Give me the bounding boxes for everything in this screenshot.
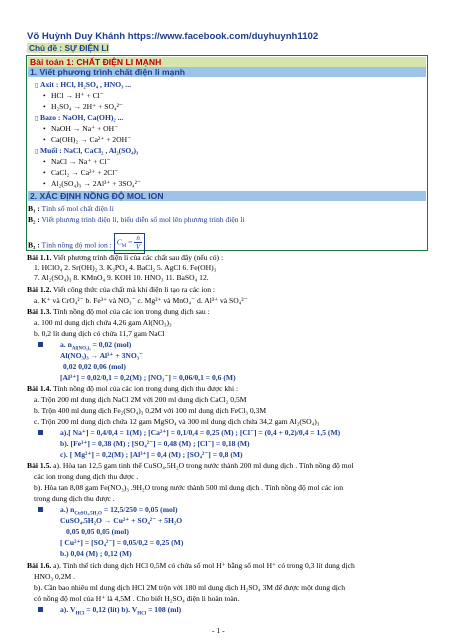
ex-1-4-c: c. Trộn 200 ml dung dịch chứa 12 gam MgSO₄ và 300 ml dung dịch chứa 34,2 gam Al₂(SO₄)₃	[34, 417, 320, 426]
formula-denominator: V	[135, 243, 141, 251]
muoi-heading-text: Muối : NaCl, CaCl₂ , Al₂(SO₄)₃	[40, 146, 139, 155]
acid-eq-2-text: H₂SO₄ → 2H⁺ + SO₄²⁻	[51, 102, 123, 111]
acid-heading-text: Axit : HCl, H₂SO₄ , HNO₃ ...	[40, 80, 131, 89]
ex-1-2-list: a. K⁺ và CrO₄²⁻ b. Fe³⁺ và NO₃⁻ c. Mg²⁺ và MnO₄⁻ d. Al³⁺ và SO₄²⁻	[34, 296, 248, 305]
ex-1-3-answer-4: [Al³⁺] = 0,02/0,1 = 0,2(M) ; [NO₃⁻] = 0,06/0,1 = 0,6 (M)	[60, 373, 236, 382]
step-b1-text: Tính số mol chất điện li	[39, 204, 114, 213]
ans-1-4-a: a).[ Na⁺] = 0,4/0,4 = 1(M) ; [Ca²⁺] = 0,1/0,4 = 0,25 (M) ; [Cl⁻] = (0,4 + 0,2)/0,4 = 1,5 (M)	[60, 428, 341, 437]
ex-1-6	[27, 561, 355, 570]
acid-eq-2: • H₂SO₄ → 2H⁺ + SO₄²⁻	[43, 102, 123, 111]
muoi-eq-1: • NaCl → Na⁺ + Cl⁻	[43, 157, 111, 166]
answer-mark-icon	[38, 342, 43, 347]
ans-1-6-a-sub: HCl	[75, 611, 85, 617]
ex-1-2-text: Viết công thức của chất mà khi điện li tạo ra các ion :	[51, 285, 216, 294]
ans-1-3-n: a. n	[60, 340, 72, 349]
formula-equals: =	[126, 237, 135, 247]
ex-1-2	[27, 285, 215, 294]
ex-1-4-b: b. Trộn 400 ml dung dịch Fe₂(SO₄)₃ 0,2M với 100 ml dung dịch FeCl₃ 0,3M	[34, 406, 267, 415]
bazo-eq-2-text: Ca(OH)₂ → Ca²⁺ + 2OH⁻	[51, 135, 132, 144]
answer-mark-icon	[38, 430, 43, 435]
ex-1-1	[27, 253, 223, 262]
ex-1-5-a-line-2: các ion trong dung dịch thu được .	[34, 472, 139, 481]
author-header[interactable]: Võ Huỳnh Duy Khánh https://www.facebook.com/duyhuynh1102	[27, 31, 319, 42]
ex-1-4-text: Tính nồng độ mol của các ion trong dung dịch thu được khi :	[51, 384, 239, 393]
step-b2	[28, 215, 245, 224]
ex-1-4	[27, 384, 238, 393]
muoi-eq-3-text: Al₂(SO₄)₃ → 2Al³⁺ + 3SO₄²⁻	[51, 179, 141, 188]
ex-1-3-text: Tính nồng độ mol của các ion trong dung dịch sau :	[51, 307, 210, 316]
ex-1-4-label: Bài 1.4.	[27, 384, 52, 393]
page-number: - 1 -	[212, 626, 225, 635]
ex-1-6-label: Bài 1.6.	[27, 561, 52, 570]
box-title-bar	[28, 57, 426, 67]
acid-eq-1-text: HCl → H⁺ + Cl⁻	[51, 91, 104, 100]
ex-1-4-a: a. Trộn 200 ml dung dịch NaCl 2M với 200 ml dung dịch CaCl₂ 0,5M	[34, 395, 247, 404]
ans-1-3-n-sub: Al(NO₃)₃	[71, 346, 91, 352]
ex-1-5-answer-3: 0,05 0,05 0,05 (mol)	[66, 527, 129, 536]
ex-1-6-b-line-2: có nồng độ mol của H⁺ là 4,5M . Cho biết H₂SO₄ điện li hoàn toàn.	[34, 594, 240, 603]
ex-1-5-b-line-2: trong dung dịch thu được .	[34, 494, 115, 503]
ex-1-5-answer-4: [ Cu²⁺] = [SO₄²⁻] = 0,05/0,2 = 0,25 (M)	[60, 538, 184, 547]
ex-1-4-answer-2: b). [Fe³⁺] = 0,38 (M) ; [SO₄²⁻] = 0,48 (M) ; [Cl⁻] = 0,18 (M)	[60, 439, 250, 448]
answer-mark-icon	[38, 507, 43, 512]
theory-box	[26, 55, 428, 251]
bazo-eq-1: • NaOH → Na⁺ + OH⁻	[43, 124, 119, 133]
step-b2-label: B₂ :	[28, 215, 40, 224]
section-2-heading: 2. XÁC ĐỊNH NỒNG ĐỘ MOL ION	[28, 191, 426, 201]
section-1-heading: 1. Viết phương trình chất điện li mạnh	[28, 67, 426, 77]
muoi-eq-1-text: NaCl → Na⁺ + Cl⁻	[51, 157, 111, 166]
answer-mark-icon	[38, 607, 43, 612]
topic-label: Chủ đề : SỰ ĐIỆN LI	[29, 43, 109, 53]
bazo-eq-1-text: NaOH → Na⁺ + OH⁻	[51, 124, 119, 133]
formula-cm-sub: M	[121, 243, 127, 249]
ans-1-5-n: a.) n	[60, 505, 75, 514]
ex-1-1-text: Viết phương trình điện li của các chất sau đây (nếu có) :	[51, 253, 224, 262]
ex-1-3-a: a. 100 ml dung dịch chứa 4,26 gam Al(NO₃)₃	[34, 318, 172, 327]
bazo-heading-text: Bazo : NaOH, Ca(OH)₂ ...	[40, 113, 124, 122]
formula-fraction	[134, 234, 142, 251]
ex-1-5-answer-5: b.) 0,04 (M) ; 0,12 (M)	[60, 549, 132, 558]
ex-1-3	[27, 307, 210, 316]
ex-1-3-b: b. 0,2 lít dung dịch có chứa 11,7 gam NaCl	[34, 329, 165, 338]
formula-cm: C	[116, 237, 122, 247]
step-b2-text: Viết phương trình điện li, biểu diễn số mol lên phương trình điện li	[39, 215, 245, 224]
muoi-eq-2-text: CaCl₂ → Ca²⁺ + 2Cl⁻	[51, 168, 119, 177]
ans-1-6-b-value: = 108 (ml)	[146, 605, 182, 614]
acid-heading: ▯ Axit : HCl, H₂SO₄ , HNO₃ ...	[35, 80, 131, 89]
ex-1-1-list-2: 7. Al₂(SO₄)₃ 8. KMnO₄ 9. KOH 10. HNO₃ 11. BaSO₄ 12.	[34, 273, 209, 282]
ex-1-5-a-line-1: a). Hòa tan 12,5 gam tinh thể CuSO₄.5H₂O trong nước thành 200 ml dung dịch . Tính nồng độ mol	[51, 461, 354, 470]
muoi-eq-3: • Al₂(SO₄)₃ → 2Al³⁺ + 3SO₄²⁻	[43, 179, 141, 188]
ex-1-1-list-1: 1. HClO₄ 2. Sr(OH)₂ 3. K₃PO₄ 4. BaCl₂ 5. AgCl 6. Fe(OH)₃	[34, 263, 217, 272]
bazo-eq-2: • Ca(OH)₂ → Ca²⁺ + 2OH⁻	[43, 135, 132, 144]
ans-1-5-n-value: = 12,5/250 = 0,05 (mol)	[101, 505, 178, 514]
ans-1-6-mid: = 0,12 (lít) b). V	[84, 605, 138, 614]
ans-1-6-b-sub: HCl	[137, 611, 147, 617]
ex-1-1-label: Bài 1.1.	[27, 253, 52, 262]
ex-1-3-label: Bài 1.3.	[27, 307, 52, 316]
ex-1-6-b-line-1: b). Cần bao nhiêu ml dung dịch HCl 2M trộn với 180 ml dung dịch H₂SO₄ 3M để được một dung dịch	[34, 583, 346, 592]
box-title: Bài toán 1: CHẤT ĐIỆN LI MẠNH	[30, 57, 162, 67]
acid-eq-1: • HCl → H⁺ + Cl⁻	[43, 91, 104, 100]
step-b3-text: Tính nồng độ mol ion :	[39, 240, 114, 250]
muoi-eq-2: • CaCl₂ → Ca²⁺ + 2Cl⁻	[43, 168, 119, 177]
muoi-heading: ▯ Muối : NaCl, CaCl₂ , Al₂(SO₄)₃	[35, 146, 139, 155]
ex-1-4-answer-1	[38, 428, 340, 437]
ex-1-2-label: Bài 1.2.	[27, 285, 52, 294]
ex-1-5-b-line-1: b). Hòa tan 8,08 gam Fe(NO₃)₃ .9H₂O trong nước thành 500 ml dung dịch . Tính nồng độ mol các ion	[34, 483, 344, 492]
step-b1	[28, 204, 114, 213]
ex-1-5-answer-2: CuSO₄.5H₂O → Cu²⁺ + SO₄²⁻ + 5H₂O	[60, 516, 183, 525]
ans-1-5-n-sub: CuSO₄.5H₂O	[74, 511, 102, 517]
formula-numerator: n	[136, 234, 140, 242]
ex-1-5	[27, 461, 354, 470]
step-b1-label: B₁ :	[28, 204, 40, 213]
ex-1-6-answer	[38, 605, 181, 619]
ex-1-5-label: Bài 1.5.	[27, 461, 52, 470]
ex-1-3-answer-2: Al(NO₃)₃ → Al³⁺ + 3NO₃⁻	[60, 351, 144, 360]
ex-1-6-a-line-2: HNO₃ 0,2M .	[34, 572, 76, 581]
molarity-formula	[114, 233, 145, 254]
ex-1-3-answer-3: 0,02 0,02 0,06 (mol)	[63, 362, 126, 371]
ex-1-6-a-line-1: a). Tính thể tích dung dịch HCl 0,5M có chứa số mol H⁺ bằng số mol H⁺ có trong 0,3 lít dung dịch	[51, 561, 355, 570]
ans-1-6-a: a). V	[60, 605, 76, 614]
ex-1-4-answer-3: c). [ Mg²⁺] = 0,2(M) ; [Al³⁺] = 0,4 (M) ; [SO₄²⁻] = 0,8 (M)	[60, 450, 243, 459]
step-b3-label: B₃ :	[28, 240, 40, 250]
ans-1-3-n-value: = 0,02 (mol)	[90, 340, 132, 349]
bazo-heading: ▯ Bazo : NaOH, Ca(OH)₂ ...	[35, 113, 124, 122]
